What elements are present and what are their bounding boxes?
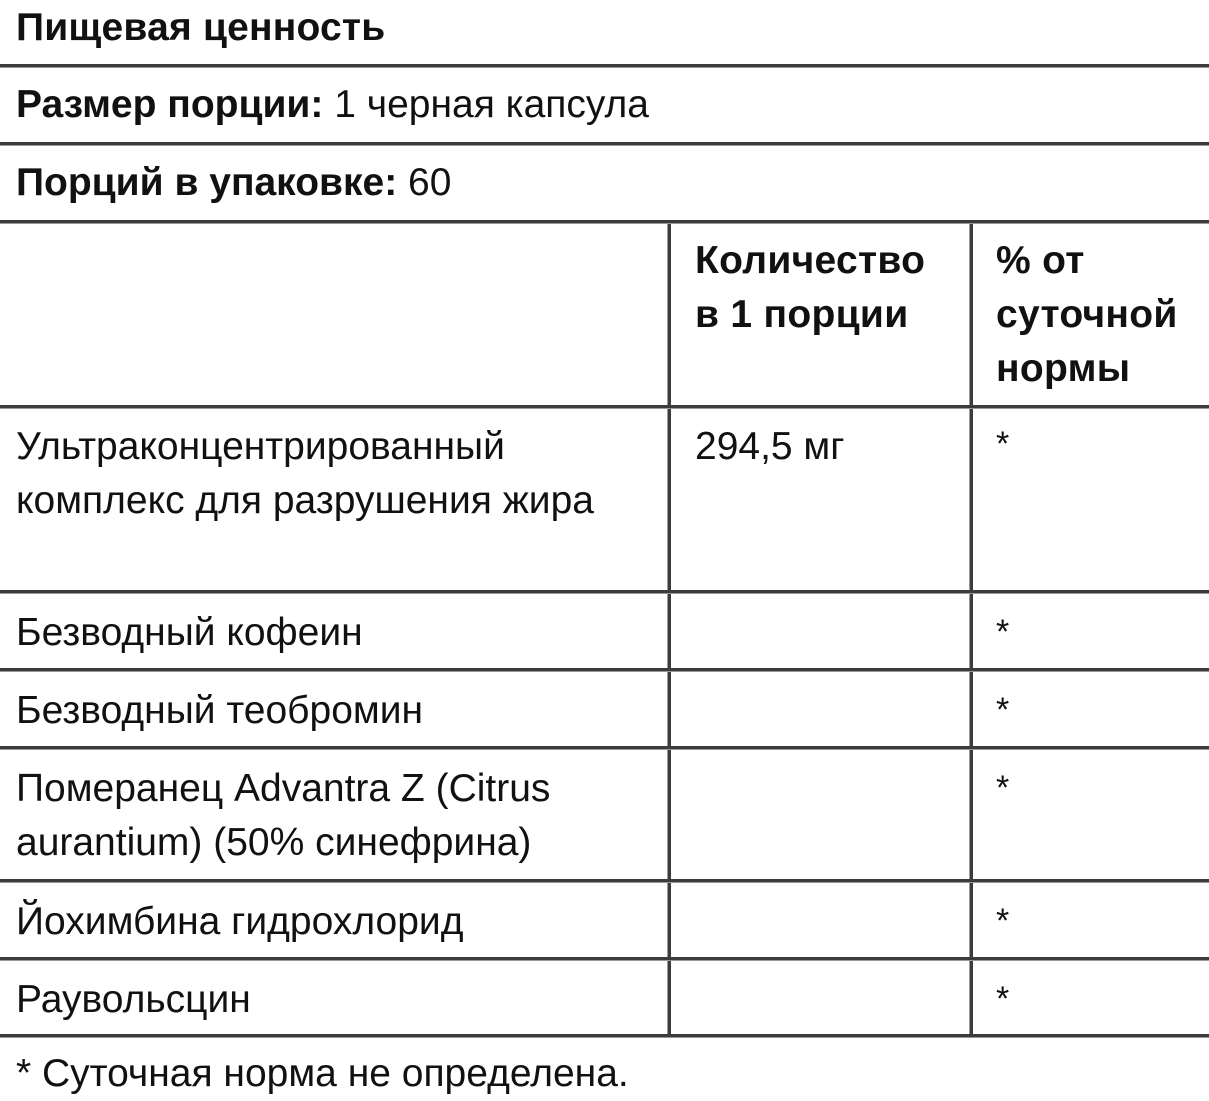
serving-size-label: Размер порции:	[16, 83, 324, 126]
divider	[0, 405, 1209, 409]
ingredient-amount: 294,5 мг	[695, 425, 845, 468]
column-header-amount: Количество в 1 порции	[695, 239, 926, 336]
column-divider	[667, 224, 671, 1036]
ingredient-daily-value: *	[996, 613, 1010, 651]
divider	[0, 1034, 1209, 1038]
serving-size-value: 1 черная капсула	[323, 83, 649, 126]
divider	[0, 957, 1209, 961]
footnote: * Суточная норма не определена.	[16, 1052, 629, 1095]
divider	[0, 590, 1209, 594]
column-divider	[969, 224, 973, 1036]
ingredient-name: Йохимбина гидрохлорид	[16, 900, 464, 943]
divider	[0, 668, 1209, 672]
servings-per-container-value: 60	[397, 161, 452, 204]
servings-per-container-row	[16, 146, 451, 220]
ingredient-name: Раувольсцин	[16, 978, 251, 1021]
ingredient-daily-value: *	[996, 425, 1010, 463]
ingredient-name: Безводный кофеин	[16, 611, 363, 654]
ingredient-name: Безводный теобромин	[16, 689, 424, 732]
divider	[0, 220, 1209, 224]
divider	[0, 879, 1209, 883]
servings-per-container-label: Порций в упаковке:	[16, 161, 398, 204]
ingredient-name: Померанец Advantra Z (Citrus aurantium) (50% синефрина)	[16, 767, 551, 864]
ingredient-daily-value: *	[996, 691, 1010, 729]
serving-size-row	[16, 68, 649, 142]
ingredient-daily-value: *	[996, 980, 1010, 1018]
ingredient-daily-value: *	[996, 902, 1010, 940]
ingredient-daily-value: *	[996, 769, 1010, 807]
column-header-daily-value: % от суточной нормы	[996, 239, 1178, 390]
ingredient-name: Ультраконцентрированный комплекс для разрушения жира	[16, 425, 594, 522]
divider	[0, 746, 1209, 750]
page-title: Пищевая ценность	[16, 6, 386, 49]
